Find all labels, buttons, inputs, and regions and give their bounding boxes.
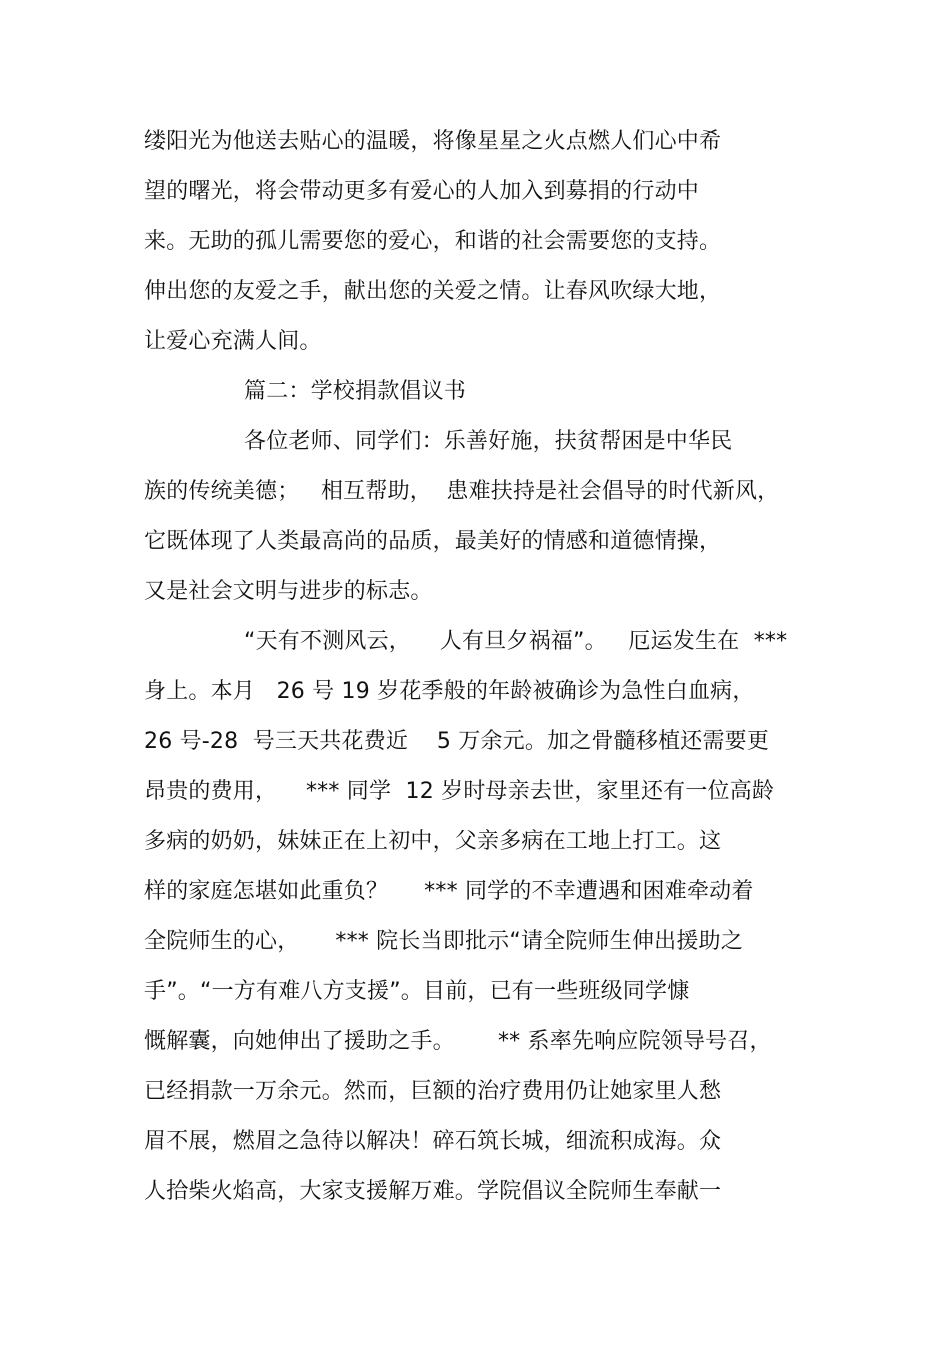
text-line: 它既体现了人类最高尚的品质，最美好的情感和道德情操， bbox=[144, 529, 722, 554]
text-line: 伸出您的友爱之手，献出您的关爱之情。让春风吹绿大地， bbox=[144, 279, 722, 304]
text-line: 望的曙光，将会带动更多有爱心的人加入到募捐的行动中 bbox=[144, 179, 700, 204]
text-line: “天有不测风云， 人有旦夕祸福”。 厄运发生在 *** bbox=[244, 629, 788, 654]
text-line: 26 号-28 号三天共花费近 5 万余元。加之骨髓移植还需要更 bbox=[144, 729, 770, 754]
text-line: 各位老师、同学们：乐善好施，扶贫帮困是中华民 bbox=[244, 429, 733, 454]
text-line: 昂贵的费用， *** 同学 12 岁时母亲去世，家里还有一位高龄 bbox=[144, 779, 775, 804]
text-line: 族的传统美德； 相互帮助， 患难扶持是社会倡导的时代新风， bbox=[144, 479, 780, 504]
text-line: 缕阳光为他送去贴心的温暖，将像星星之火点燃人们心中希 bbox=[144, 129, 722, 154]
text-line: 来。无助的孤儿需要您的爱心，和谐的社会需要您的支持。 bbox=[144, 229, 722, 254]
text-line: 又是社会文明与进步的标志。 bbox=[144, 579, 433, 604]
text-line: 手”。“一方有难八方支援”。目前，已有一些班级同学慷 bbox=[144, 979, 690, 1004]
section-heading: 篇二：学校捐款倡议书 bbox=[244, 379, 467, 404]
text-line: 让爱心充满人间。 bbox=[144, 329, 322, 354]
text-line: 眉不展，燃眉之急待以解决！碎石筑长城，细流积成海。众 bbox=[144, 1129, 722, 1154]
text-line: 身上。本月 26 号 19 岁花季般的年龄被确诊为急性白血病， bbox=[144, 679, 755, 704]
text-line: 样的家庭怎堪如此重负？ *** 同学的不幸遭遇和困难牵动着 bbox=[144, 879, 754, 904]
text-line: 已经捐款一万余元。然而，巨额的治疗费用仍让她家里人愁 bbox=[144, 1079, 722, 1104]
text-line: 多病的奶奶，妹妹正在上初中，父亲多病在工地上打工。这 bbox=[144, 829, 722, 854]
text-line: 人拾柴火焰高，大家支援解万难。学院倡议全院师生奉献一 bbox=[144, 1179, 722, 1204]
text-line: 慨解囊，向她伸出了援助之手。 ** 系率先响应院领导号召， bbox=[144, 1029, 772, 1054]
text-line: 全院师生的心， *** 院长当即批示“请全院师生伸出援助之 bbox=[144, 929, 743, 954]
